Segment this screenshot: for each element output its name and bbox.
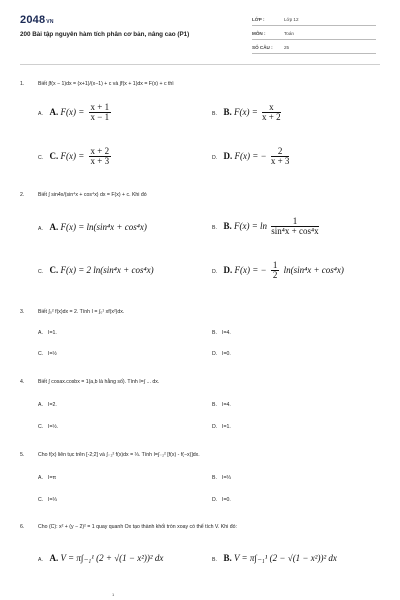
option-4d[interactable]	[212, 424, 231, 430]
option-expr: F(x) = ln	[233, 220, 268, 231]
option-expr: F(x) =	[60, 106, 85, 117]
option-expr: F(x) =	[233, 106, 258, 117]
fraction	[271, 217, 318, 236]
question-number: 1.	[20, 81, 25, 87]
numerator: x	[262, 103, 281, 113]
question-stem: Biết ∫ cosax.cosbx = 1(a,b là hằng số). Tính I=∫ ... dx.	[38, 379, 160, 385]
option-letter: A.	[38, 557, 43, 563]
brand-text: 2048	[20, 14, 46, 26]
question-stem: Cho f(x) liên tục trên [-2;2] và ∫₋₂² f(x)dx = ⅓. Tính I=∫₋₂² [f(x) - f(−x)]dx.	[38, 452, 200, 458]
option-label: A.	[49, 553, 59, 563]
meta-key: SỐ CÂU :	[252, 45, 273, 50]
page-number: 1	[112, 592, 115, 597]
fraction	[89, 103, 112, 122]
denominator: x − 1	[90, 112, 110, 122]
question-number: 5.	[20, 452, 25, 458]
question-stem: Cho (C): x² + (y − 2)² = 1 quay quanh Ox tạo thành khối tròn xoay có thể tích V. Khi đó:	[38, 524, 237, 530]
option-text: I=0.	[222, 497, 231, 503]
option-2a[interactable]	[38, 222, 147, 232]
fraction	[89, 147, 112, 166]
option-2d[interactable]	[212, 261, 344, 280]
option-2c[interactable]	[38, 265, 154, 275]
question-stem: Biết ∫f(x − 1)dx = (x+1)/(x−1) + c và ∫f(x + 1)dx = F(x) + c thì	[38, 81, 174, 87]
document-title: 200 Bài tập nguyên hàm tích phân cơ bản, nâng cao (P1)	[20, 31, 190, 38]
option-5a[interactable]	[38, 475, 56, 481]
option-letter: A.	[38, 226, 43, 232]
option-2b[interactable]	[212, 217, 321, 236]
numerator: 1	[271, 217, 318, 227]
option-text: I=½.	[48, 424, 59, 430]
option-text: I=1.	[48, 330, 57, 336]
option-label: C.	[49, 150, 59, 161]
option-expr: F(x) = −	[234, 150, 267, 161]
brand-suffix: VN	[46, 19, 54, 25]
header-divider	[20, 64, 380, 65]
option-letter: C.	[38, 497, 44, 503]
denominator: x + 3	[270, 156, 290, 166]
option-expr: F(x) = ln(sin⁴x + cos⁴x)	[60, 222, 147, 232]
option-4b[interactable]	[212, 402, 231, 408]
option-letter: C.	[38, 154, 44, 161]
option-6b[interactable]	[212, 553, 337, 564]
option-4a[interactable]	[38, 402, 57, 408]
option-5c[interactable]	[38, 497, 57, 503]
option-3b[interactable]	[212, 330, 231, 336]
option-text: I=⅔	[222, 475, 231, 481]
option-1d[interactable]	[212, 147, 291, 166]
option-label: B.	[223, 106, 232, 117]
option-text: I=4.	[222, 402, 231, 408]
question-number: 3.	[20, 309, 25, 315]
option-label: D.	[223, 264, 233, 275]
option-1b[interactable]	[212, 103, 283, 122]
option-expr-prefix: F(x) = −	[234, 264, 267, 275]
option-label: A.	[49, 106, 59, 117]
meta-value: Lớp 12	[284, 17, 299, 22]
option-label: C.	[49, 265, 59, 275]
option-letter: C.	[38, 269, 44, 275]
option-label: D.	[223, 150, 233, 161]
meta-key: LỚP :	[252, 17, 265, 22]
option-letter: A.	[38, 402, 43, 408]
option-letter: C.	[38, 424, 44, 430]
option-letter: A.	[38, 110, 43, 117]
option-text: I=1.	[222, 424, 231, 430]
option-expr: F(x) =	[60, 150, 85, 161]
option-3a[interactable]	[38, 330, 57, 336]
option-5d[interactable]	[212, 497, 231, 503]
question-number: 6.	[20, 524, 25, 530]
denominator: x + 3	[90, 156, 110, 166]
option-text: I=2.	[48, 402, 57, 408]
question-stem: Biết ∫₀² f(x)dx = 2. Tính I = ∫₀¹ xf(x²)dx.	[38, 309, 125, 315]
option-1a[interactable]	[38, 103, 113, 122]
meta-value: 25	[284, 45, 290, 50]
numerator: x + 1	[90, 102, 110, 112]
meta-count	[252, 44, 376, 54]
option-letter: B.	[212, 475, 217, 481]
option-5b[interactable]	[212, 475, 231, 481]
option-expr: F(x) = 2 ln(sin⁴x + cos⁴x)	[60, 265, 154, 275]
brand-logo	[20, 14, 54, 26]
question-number: 4.	[20, 379, 25, 385]
option-letter: B.	[212, 330, 217, 336]
denominator: 2	[272, 270, 278, 280]
option-letter: D.	[212, 424, 218, 430]
denominator: x + 2	[262, 112, 281, 122]
fraction	[271, 147, 290, 166]
option-letter: A.	[38, 475, 43, 481]
option-expr: ln(sin⁴x + cos⁴x)	[283, 264, 344, 275]
option-letter: B.	[212, 110, 217, 117]
option-letter: C.	[38, 351, 44, 357]
meta-key: MÔN :	[252, 31, 266, 36]
option-letter: D.	[212, 154, 218, 161]
denominator: sin⁴x + cos⁴x	[271, 226, 319, 236]
option-text: I=⅓	[48, 497, 57, 503]
option-label: A.	[49, 222, 59, 232]
option-letter: B.	[212, 402, 217, 408]
option-text: I=4.	[222, 330, 231, 336]
option-label: B.	[223, 553, 232, 563]
option-expr: V = π∫₋₁¹ (2 + √(1 − x²))² dx	[60, 553, 164, 563]
option-3c[interactable]	[38, 351, 57, 357]
question-number: 2.	[20, 192, 25, 198]
option-label: B.	[223, 220, 232, 231]
meta-subject	[252, 30, 376, 40]
meta-class	[252, 16, 376, 26]
option-letter: D.	[212, 497, 218, 503]
option-4c[interactable]	[38, 424, 58, 430]
option-text: I=π	[48, 475, 57, 481]
fraction	[271, 261, 280, 280]
option-letter: B.	[212, 557, 217, 563]
option-expr: V = π∫₋₁¹ (2 − √(1 − x²))² dx	[233, 553, 337, 563]
meta-value: Toán	[284, 31, 294, 36]
option-3d[interactable]	[212, 351, 231, 357]
option-letter: B.	[212, 224, 217, 231]
option-1c[interactable]	[38, 147, 113, 166]
question-stem: Biết ∫ sin4x/(sin⁴x + cos⁴x) dx = F(x) + c. Khi đó	[38, 192, 147, 198]
option-text: I=0.	[222, 351, 231, 357]
option-6a[interactable]	[38, 553, 163, 564]
option-text: I=½	[48, 351, 57, 357]
option-letter: A.	[38, 330, 43, 336]
numerator: 1	[272, 260, 278, 270]
numerator: x + 2	[90, 146, 110, 156]
option-letter: D.	[212, 351, 218, 357]
fraction	[262, 103, 281, 122]
numerator: 2	[271, 147, 290, 157]
option-letter: D.	[212, 268, 218, 275]
